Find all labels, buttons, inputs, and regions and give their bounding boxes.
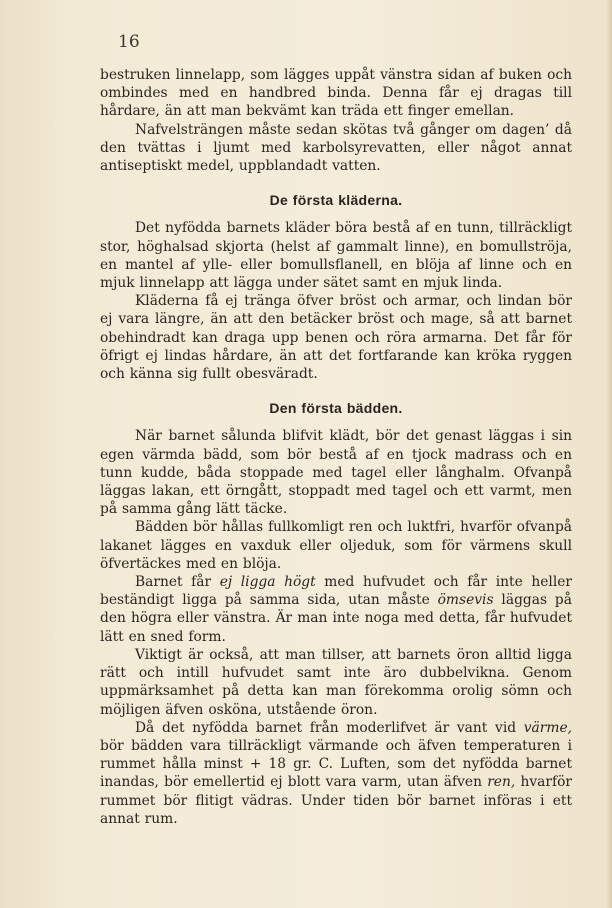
page-edge [606, 0, 612, 908]
italic-text: värme, [523, 719, 572, 736]
section-heading: Den första bädden. [269, 400, 403, 417]
text-run: hvarför rummet bör flitigt vädras. Under tiden bör barnet införas i ett annat rum. [100, 774, 572, 827]
paragraph: När barnet sålunda blifvit klädt, bör det genast läggas i sin egen värmda bädd, som bör bestå af en tjock madrass och en tunn kudde, båda stoppade med tagel eller långhalm. Ofvanpå läggas lakan, ett örngått, stoppadt med tagel och ett varmt, men på samma gång lätt täcke. [100, 428, 572, 518]
text-run: Då det nyfödda barnet från moderlifvet är vant vid [135, 719, 524, 736]
paragraph: bestruken linnelapp, som lägges uppåt vänstra sidan af buken och ombindes med en handbred binda. Denna får ej dragas till hårdare, än att man bekvämt kan träda ett finger emellan. [100, 67, 572, 120]
paragraph: Det nyfödda barnets kläder böra bestå af en tunn, tillräckligt stor, höghalsad skjorta (helst af gammalt linne), en bomullströja, en mantel af ylle- eller bomullsflanell, en blöja af linne och en mjuk linnelapp att lägga under sätet samt en mjuk linda. [100, 220, 572, 292]
italic-text: ren, [487, 774, 516, 791]
paragraph: Bädden bör hållas fullkomligt ren och luktfri, hvarför ofvanpå lakanet lägges en vaxduk eller oljeduk, som för värmens skull öfvertäckes med en blöja. [100, 519, 572, 572]
text-run: bör bädden vara tillräckligt värmande och äfven temperaturen i rummet hålla minst + 18 gr. C. Luften, som det nyfödda barnet inandas, bör emellertid ej blott vara varm, utan äfven [100, 737, 572, 791]
body-text [100, 66, 572, 828]
paragraph [100, 573, 572, 646]
paragraph: Nafvelsträngen måste sedan skötas två gånger om dagen’ då den tvättas i ljumt med karbolsyrevatten, eller något annat antiseptiskt medel, uppblandadt vatten. [100, 121, 572, 175]
italic-text: ej ligga högt [219, 574, 316, 591]
page-number: 16 [118, 32, 140, 52]
paragraph: Viktigt är också, att man tillser, att barnets öron alltid ligga rätt och intill hufvudet samt inte äro dubbelvikna. Genom uppmärksamhet på detta kan man förekomma orolig sömn och möjligen äfven osköna, utstående öron. [100, 646, 572, 718]
paragraph [100, 719, 572, 828]
section-heading: De första kläderna. [269, 192, 403, 209]
italic-text: ömsevis [437, 592, 494, 609]
text-run: med hufvudet och får inte heller beständigt ligga på samma sida, utan måste [100, 574, 573, 609]
text-run: läggas på den högra eller vänstra. Är man inte noga med detta, får hufvudet lätt en sned form. [100, 592, 572, 645]
text-run: Barnet får [135, 574, 220, 591]
paragraph: Kläderna få ej tränga öfver bröst och armar, och lindan bör ej vara längre, än att den betäcker bröst och mage, så att barnet obehindradt kan draga upp benen och röra armarna. Det får för öfrigt ej lindas hårdare, än att det fortfarande kan kröka ryggen och känna sig fullt obesväradt. [100, 293, 572, 383]
